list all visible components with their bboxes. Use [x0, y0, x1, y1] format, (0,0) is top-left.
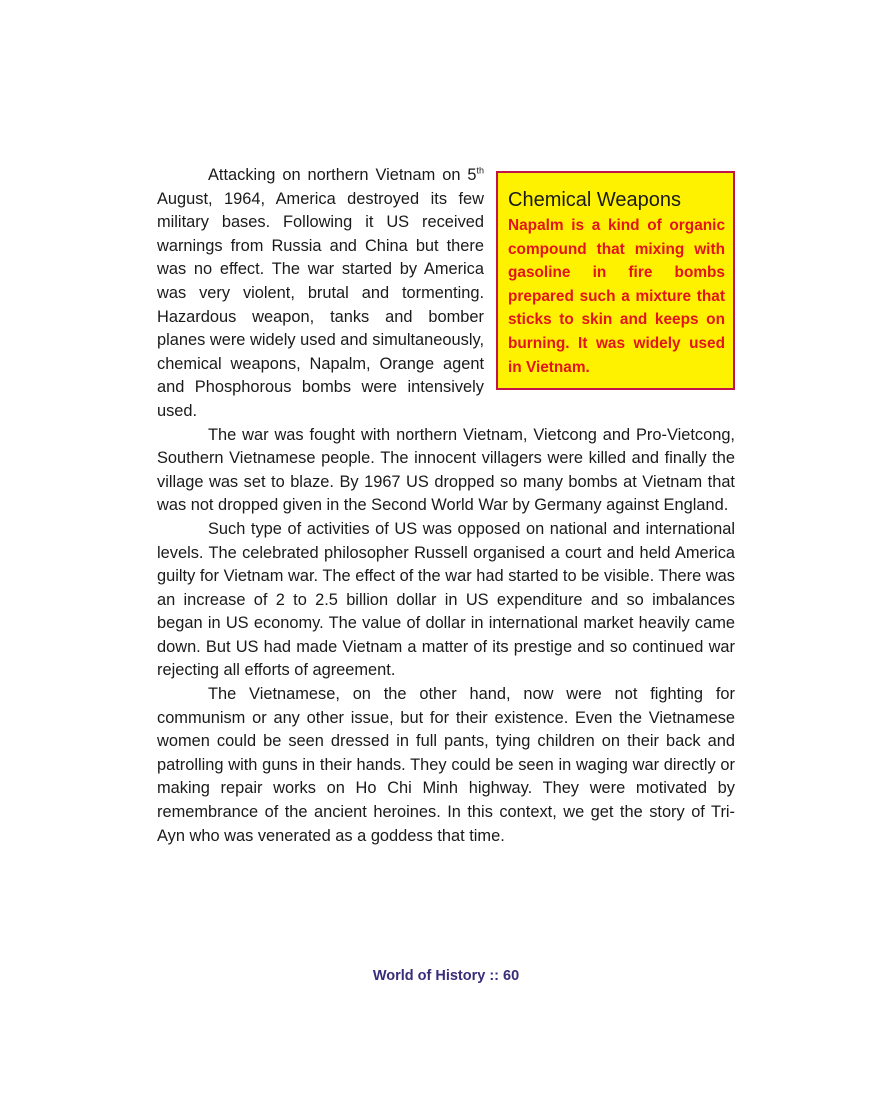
ordinal-suffix: th	[476, 165, 484, 176]
paragraph-4: The Vietnamese, on the other hand, now were not fighting for communism or any other issue, but for their existence. Even the Vietnamese women could be seen dressed in full pants, tying children on their back and patrolling with guns in their hands. They could be seen in waging war directly or making repair works on Ho Chi Minh highway. They were motivated by remembrance of the ancient heroines. In this context, we get the story of Tri-Ayn who was venerated as a goddess that time.	[157, 685, 735, 845]
paragraph-2: The war was fought with northern Vietnam, Vietcong and Pro-Vietcong, Southern Vietnamese people. The innocent villagers were killed and finally the village was set to blaze. By 1967 US dropped so many bombs at Vietnam that was not dropped given in the Second World War by Germany against England.	[157, 425, 735, 515]
paragraph-3: Such type of activities of US was opposed on national and international levels. The celebrated philosopher Russell organised a court and held America guilty for Vietnam war. The effect of the war had started to be visible. There was an increase of 2 to 2.5 billion dollar in US expenditure and so imbalances began in US economy. The value of dollar in international market heavily came down. But US had made Vietnam a matter of its prestige and so continued war rejecting all efforts of agreement.	[157, 519, 735, 680]
paragraph-1-rest: August, 1964, America destroyed its few military bases. Following it US received warnings from Russia and China but there was no effect. The war started by America was very violent, brutal and tormenting. Hazardous weapon, tanks and bomber planes were widely used and simultaneously, chemical weapons, Napalm, Orange agent and Phosphorous bombs were intensively used.	[157, 189, 484, 420]
chemical-weapons-box	[496, 171, 735, 390]
page-content	[157, 164, 735, 848]
page-footer: World of History :: 60	[372, 968, 520, 984]
box-title: Chemical Weapons	[508, 189, 682, 211]
paragraph-1-start: Attacking on northern Vietnam on 5	[208, 166, 477, 184]
box-body: Napalm is a kind of organic compound that mixing with gasoline in fire bombs prepared such a mixture that sticks to skin and keeps on burning. It was widely used in Vietnam.	[508, 217, 725, 376]
